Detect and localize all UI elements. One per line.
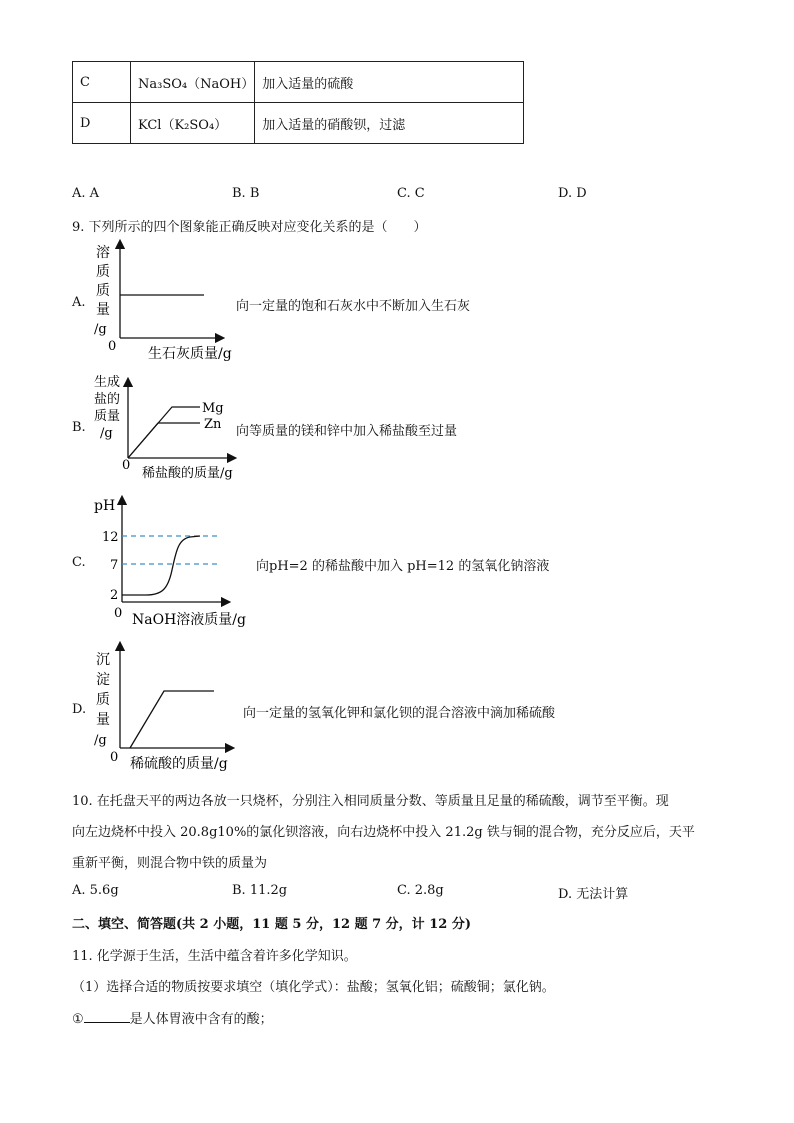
y-axis-label: pH <box>94 498 116 514</box>
q9-stem: 9. 下列所示的四个图象能正确反映对应变化关系的是（ ） <box>72 220 427 235</box>
series-label-zn: Zn <box>204 417 222 432</box>
q9-option-c-letter[interactable]: C. <box>72 555 86 570</box>
q9-option-b-desc: 向等质量的镁和锌中加入稀盐酸至过量 <box>236 424 458 439</box>
options-table <box>72 61 524 144</box>
q11-sub1: （1）选择合适的物质按要求填空（填化学式）：盐酸；氢氧化铝；硫酸铜；氯化钠。 <box>72 980 555 995</box>
origin-label: 0 <box>122 458 131 473</box>
q11-item1-suffix: 是人体胃液中含有的酸； <box>129 1012 273 1027</box>
q9-option-d-desc: 向一定量的氢氧化钾和氯化钡的混合溶液中滴加稀硫酸 <box>243 706 556 721</box>
q9-graph-c <box>86 494 266 632</box>
answer-blank[interactable] <box>84 1008 130 1023</box>
y-label-line: 盐的 <box>94 392 121 407</box>
q11-stem: 11. 化学源于生活，生活中蕴含着许多化学知识。 <box>72 949 357 964</box>
q11-item1 <box>72 1008 273 1027</box>
table-row <box>73 103 524 144</box>
tick-label-12: 12 <box>102 530 119 545</box>
y-label-char: /g <box>94 322 107 337</box>
zn-line <box>128 423 200 458</box>
q10-option-a[interactable]: A. 5.6g <box>72 883 119 898</box>
series-label-mg: Mg <box>202 401 224 416</box>
table-cell-option: C <box>73 62 131 103</box>
q10-line-3: 重新平衡，则混合物中铁的质量为 <box>72 856 268 871</box>
q9-graph-b <box>86 370 246 486</box>
q8-option-d[interactable]: D. D <box>558 186 587 201</box>
y-label-char: 沉 <box>96 652 110 668</box>
y-label-char: 质 <box>96 283 110 299</box>
origin-label: 0 <box>108 339 117 354</box>
q9-option-d-letter[interactable]: D. <box>72 702 87 717</box>
x-axis-label: 稀硫酸的质量/g <box>130 756 228 772</box>
q8-option-b[interactable]: B. B <box>232 186 260 201</box>
table-row <box>73 62 524 103</box>
q8-option-a[interactable]: A. A <box>72 186 100 201</box>
y-label-char: 量 <box>96 302 110 318</box>
ph-curve <box>122 536 200 595</box>
y-label-char: 质 <box>96 692 110 708</box>
table-cell-substance: KCl（K₂SO₄） <box>131 103 255 144</box>
origin-label: 0 <box>114 606 123 621</box>
y-label-line: /g <box>100 426 113 441</box>
x-axis-label: 生石灰质量/g <box>148 346 232 362</box>
x-axis-label: 稀盐酸的质量/g <box>142 466 233 481</box>
q10-line-1: 10. 在托盘天平的两边各放一只烧杯，分别注入相同质量分数、等质量且足量的稀硫酸，调节至平衡。现 <box>72 794 669 809</box>
tick-label-2: 2 <box>110 588 119 603</box>
section-heading: 二、填空、简答题(共 2 小题，11 题 5 分，12 题 7 分，计 12 分) <box>72 917 471 932</box>
table-cell-option: D <box>73 103 131 144</box>
table-cell-substance: Na₃SO₄（NaOH） <box>131 62 255 103</box>
table-cell-method: 加入适量的硫酸 <box>255 62 524 103</box>
x-axis-label: NaOH溶液质量/g <box>132 612 246 628</box>
q8-option-c[interactable]: C. C <box>397 186 425 201</box>
q9-option-c-desc: 向pH=2 的稀盐酸中加入 pH=12 的氢氧化钠溶液 <box>256 559 550 574</box>
origin-label: 0 <box>110 750 119 765</box>
q9-graph-a <box>86 238 256 364</box>
q11-item1-prefix: ① <box>72 1012 84 1027</box>
q10-option-d[interactable]: D. 无法计算 <box>558 887 629 902</box>
q10-option-b[interactable]: B. 11.2g <box>232 883 288 898</box>
q9-option-b-letter[interactable]: B. <box>72 420 86 435</box>
precipitate-line <box>130 691 214 748</box>
table-cell-method: 加入适量的硝酸钡，过滤 <box>255 103 524 144</box>
y-label-char: 量 <box>96 712 110 728</box>
q9-option-a-desc: 向一定量的饱和石灰水中不断加入生石灰 <box>236 299 471 314</box>
q10-line-2: 向左边烧杯中投入 20.8g10%的氯化钡溶液，向右边烧杯中投入 21.2g 铁与铜的混合物，充分反应后，天平 <box>72 825 695 840</box>
y-label-char: 淀 <box>96 672 110 688</box>
q9-graph-d <box>86 640 256 776</box>
y-label-char: 质 <box>96 264 110 280</box>
y-label-char: 溶 <box>96 245 110 261</box>
tick-label-7: 7 <box>110 558 119 573</box>
q9-option-a-letter[interactable]: A. <box>72 295 86 310</box>
mg-line <box>128 407 200 458</box>
y-label-char: /g <box>94 733 107 748</box>
y-label-line: 质量 <box>94 409 121 424</box>
q10-option-c[interactable]: C. 2.8g <box>397 883 444 898</box>
y-label-line: 生成 <box>94 375 121 390</box>
